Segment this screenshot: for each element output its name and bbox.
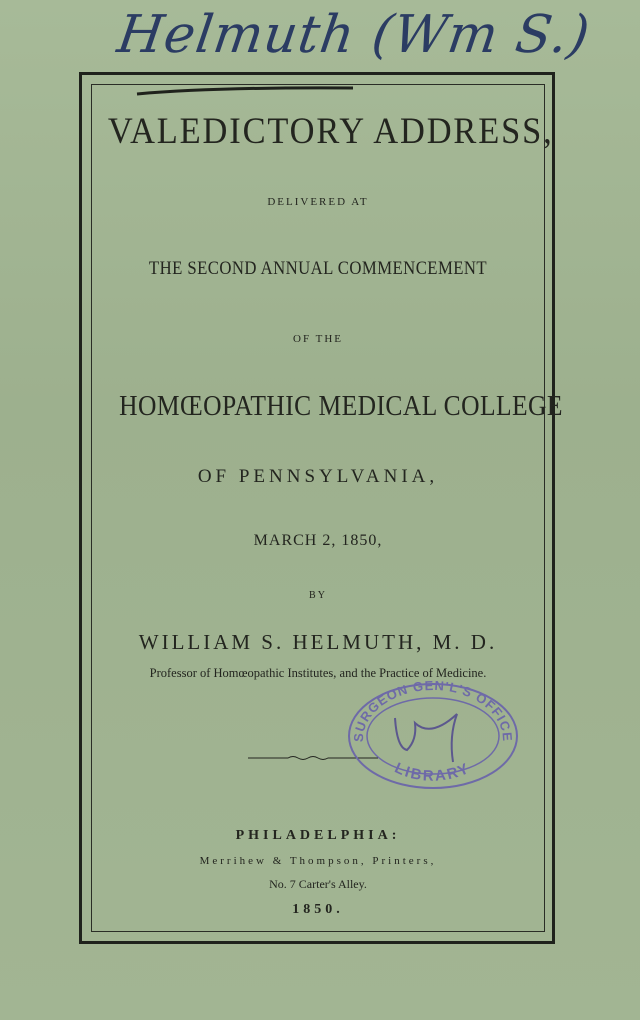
stamp-bottom-text: LIBRARY [392, 759, 473, 785]
imprint-address: No. 7 Carter's Alley. [269, 877, 367, 891]
stamp-top-text: SURGEON GEN'L'S OFFICE [350, 678, 516, 743]
imprint-printers: Merrihew & Thompson, Printers, [199, 855, 437, 867]
stamp-monogram [395, 714, 457, 762]
occasion-text: THE SECOND ANNUAL COMMENCEMENT [148, 258, 488, 279]
delivered-at-text: DELIVERED AT [267, 196, 369, 208]
svg-text:SURGEON GEN'L'S OFFICE [351, 678, 515, 742]
page-title: VALEDICTORY ADDRESS, [107, 111, 554, 152]
ink-swash [135, 86, 355, 96]
svg-text:LIBRARY [392, 760, 473, 785]
inner-border [91, 84, 563, 932]
library-stamp [345, 678, 520, 790]
imprint-year: 1850. [292, 902, 344, 917]
address-date: MARCH 2, 1850, [253, 532, 383, 549]
author-title: Professor of Homœopathic Institutes, and the Practice of Medicine. [149, 666, 487, 680]
institution-name: HOMŒOPATHIC MEDICAL COLLEGE [119, 390, 563, 422]
handwritten-annotation: Helmuth (Wm S.) [113, 5, 594, 65]
of-the-text: OF THE [293, 333, 343, 345]
author-name: WILLIAM S. HELMUTH, M. D. [138, 630, 498, 654]
imprint-city: PHILADELPHIA: [235, 828, 401, 843]
by-text: BY [309, 590, 327, 601]
institution-state: OF PENNSYLVANIA, [197, 466, 439, 487]
